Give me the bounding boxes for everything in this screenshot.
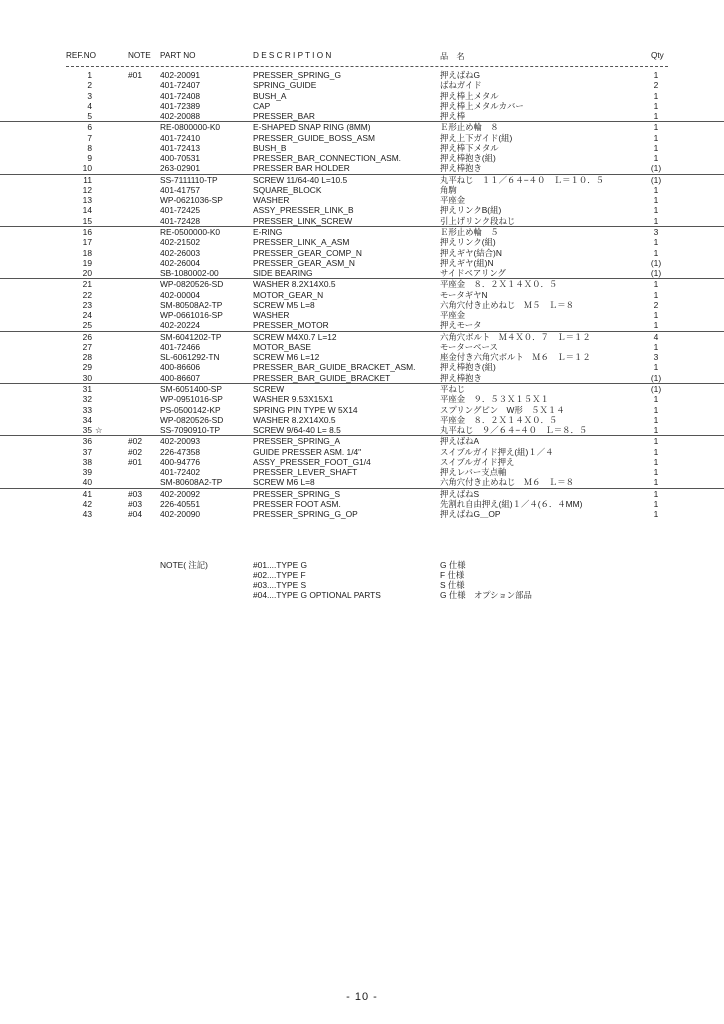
note-jp: G 仕様 オプション部品 (440, 590, 532, 600)
note-code: #03....TYPE S (253, 580, 307, 590)
qty-cell: 1 (653, 404, 659, 415)
japanese-name-cell: 平ねじ (440, 383, 466, 394)
qty-cell: (1) (650, 383, 662, 394)
ref-no-cell: 43 (82, 509, 92, 520)
description-cell: PRESSER_GUIDE_BOSS_ASM (253, 132, 375, 143)
ref-no-cell: 3 (87, 90, 92, 101)
qty-cell: 3 (653, 226, 659, 237)
ref-no-cell: 31 (82, 383, 92, 394)
part-no-cell: 226-40551 (160, 498, 201, 509)
japanese-name-cell: 六角穴ボルト Ｍ４Ｘ０．７ Ｌ＝１２ (440, 331, 591, 342)
japanese-name-cell: Ｅ形止め輪 ５ (440, 226, 499, 237)
description-cell: PRESSER_MOTOR (253, 320, 329, 331)
description-cell: PRESSER_BAR_GUIDE_BRACKET_ASM. (253, 362, 416, 373)
description-cell: SCREW 9/64-40 L= 8.5 (253, 425, 341, 436)
japanese-name-cell: 押えギヤ(結合)N (440, 247, 502, 258)
table-row (0, 488, 724, 499)
note-code: #01....TYPE G (253, 560, 307, 570)
qty-cell: 1 (653, 184, 659, 195)
qty-cell: 1 (653, 414, 659, 425)
japanese-name-cell: 押えレバー支点軸 (440, 467, 507, 478)
qty-cell: (1) (650, 257, 662, 268)
description-cell: PRESSER_LEVER_SHAFT (253, 467, 358, 478)
japanese-name-cell: スイブルガイド押え (440, 456, 515, 467)
japanese-name-cell: 押えモータ (440, 320, 482, 331)
part-no-cell: 401-72407 (160, 80, 201, 91)
description-cell: MOTOR_GEAR_N (253, 289, 324, 300)
part-no-cell: 400-86607 (160, 372, 201, 383)
part-no-cell: WP-0951016-SP (160, 394, 223, 405)
ref-no-cell: 7 (87, 132, 92, 143)
table-row (0, 216, 724, 226)
ref-no-cell: 1 (87, 70, 92, 80)
description-cell: SPRING_GUIDE (253, 80, 317, 91)
ref-no-cell: 33 (82, 404, 92, 415)
description-cell: WASHER 8.2X14X0.5 (253, 279, 336, 290)
part-no-cell: 400-70531 (160, 153, 201, 164)
description-cell: PRESSER_SPRING_S (253, 488, 341, 499)
note-code: #02....TYPE F (253, 570, 306, 580)
japanese-name-cell: 押えばねA (440, 436, 480, 447)
ref-no-cell: 30 (82, 372, 92, 383)
japanese-name-cell: 引上げリンク段ねじ (440, 215, 516, 226)
description-cell: ASSY_PRESSER_FOOT_G1/4 (253, 456, 371, 467)
japanese-name-cell: 角駒 (440, 184, 457, 195)
part-no-cell: 402-26004 (160, 257, 201, 268)
qty-cell: (1) (650, 268, 662, 279)
japanese-name-cell: 丸平ねじ ９／６４−４０ Ｌ＝８．５ (440, 425, 588, 436)
part-no-cell: 402-00004 (160, 289, 201, 300)
ref-no-cell: 2 (87, 80, 92, 91)
ref-no-cell: 21 (82, 279, 92, 290)
part-no-cell: 402-20224 (160, 320, 201, 331)
table-row (0, 300, 724, 310)
qty-cell: 1 (653, 362, 659, 373)
table-row (0, 310, 724, 320)
japanese-name-cell: 押えばねG (440, 70, 481, 80)
table-header (0, 51, 724, 63)
header-divider (66, 66, 668, 67)
ref-no-cell: 27 (82, 341, 92, 352)
note-cell: #02 (128, 446, 142, 457)
note-cell: #03 (128, 488, 142, 499)
description-cell: PRESSER_SPRING_G (253, 70, 341, 80)
table-row (0, 101, 724, 111)
table-row (0, 373, 724, 383)
table-row (0, 278, 724, 289)
header-ref-no: REF.NO (66, 51, 97, 60)
part-no-cell: 402-20093 (160, 436, 201, 447)
japanese-name-cell: 押えばねS (440, 488, 480, 499)
qty-cell: 1 (653, 341, 659, 352)
note-jp: G 仕様 (440, 560, 466, 570)
table-row (0, 91, 724, 101)
japanese-name-cell: 六角穴付き止めねじ Ｍ５ Ｌ＝８ (440, 299, 574, 310)
japanese-name-cell: 押え棒上メタルカバー (440, 100, 524, 111)
japanese-name-cell: 押え棒抱き(組) (440, 362, 496, 373)
part-no-cell: 400-94776 (160, 456, 201, 467)
table-row (0, 457, 724, 467)
table-row (0, 153, 724, 163)
part-no-cell: SS-7111110-TP (160, 174, 218, 185)
japanese-name-cell: 押えリンク(組) (440, 237, 496, 248)
qty-cell: 1 (653, 90, 659, 101)
ref-no-cell: 36 (82, 436, 92, 447)
description-cell: WASHER (253, 310, 290, 321)
qty-cell: 1 (653, 215, 659, 226)
part-no-cell: 401-72428 (160, 215, 201, 226)
description-cell: WASHER 8.2X14X0.5 (253, 414, 336, 425)
note-cell: #03 (128, 498, 142, 509)
note-cell: #01 (128, 456, 142, 467)
table-row (0, 435, 724, 446)
japanese-name-cell: 押え棒抱き(組) (440, 153, 496, 164)
japanese-name-cell: 平座金 ８．２Ｘ１４Ｘ０．５ (440, 279, 558, 290)
ref-no-cell: 28 (82, 352, 92, 363)
table-row (0, 415, 724, 425)
ref-no-cell: 37 (82, 446, 92, 457)
japanese-name-cell: 平座金 (440, 310, 466, 321)
qty-cell: 1 (653, 237, 659, 248)
page-number: - 10 - (346, 991, 378, 1003)
ref-no-cell: 20 (82, 268, 92, 279)
table-row (0, 499, 724, 509)
qty-cell: 1 (653, 111, 659, 122)
part-no-cell: 401-72413 (160, 142, 201, 153)
japanese-name-cell: 押え棒上メタル (440, 90, 499, 101)
header-part-no: PART NO (160, 51, 196, 60)
part-no-cell: PS-0500142-KP (160, 404, 221, 415)
table-row (0, 111, 724, 121)
qty-cell: 1 (653, 195, 659, 206)
part-no-cell: 263-02901 (160, 163, 201, 174)
ref-no-cell: 42 (82, 498, 92, 509)
ref-no-cell: 4 (87, 100, 92, 111)
qty-cell: 1 (653, 289, 659, 300)
table-row (0, 226, 724, 237)
description-cell: GUIDE PRESSER ASM. 1/4" (253, 446, 362, 457)
qty-cell: 2 (653, 80, 659, 91)
qty-cell: 1 (653, 310, 659, 321)
table-row (0, 133, 724, 143)
description-cell: WASHER (253, 195, 290, 206)
ref-no-cell: 8 (87, 142, 92, 153)
part-no-cell: 402-21502 (160, 237, 201, 248)
description-cell: PRESSER_BAR_GUIDE_BRACKET (253, 372, 391, 383)
qty-cell: 1 (653, 446, 659, 457)
japanese-name-cell: 先割れ自由押え(組)１／４(６．４MM) (440, 498, 583, 509)
description-cell: WASHER 9.53X15X1 (253, 394, 334, 405)
part-no-cell: 401-72402 (160, 467, 201, 478)
japanese-name-cell: 六角穴付き止めねじ Ｍ６ Ｌ＝８ (440, 477, 574, 488)
note-jp: F 仕様 (440, 570, 465, 580)
qty-cell: 1 (653, 509, 659, 520)
qty-cell: (1) (650, 174, 662, 185)
qty-cell: 1 (653, 70, 659, 80)
table-row (0, 70, 724, 80)
table-row (0, 195, 724, 205)
description-cell: PRESSER_SPRING_A (253, 436, 341, 447)
note-cell: #04 (128, 509, 142, 520)
ref-no-cell: 15 (82, 215, 92, 226)
description-cell: PRESSER BAR HOLDER (253, 163, 350, 174)
part-no-cell: RE-0800000-K0 (160, 122, 221, 133)
header-description: D E S C R I P T I O N (253, 51, 332, 60)
japanese-name-cell: 押え棒 (440, 111, 466, 122)
table-row (0, 383, 724, 394)
ref-no-cell: 35 (82, 425, 92, 436)
ref-no-cell: 11 (83, 174, 92, 185)
japanese-name-cell: 平座金 (440, 195, 466, 206)
qty-cell: 1 (653, 394, 659, 405)
japanese-name-cell: 平座金 ９．５３Ｘ１５Ｘ１ (440, 394, 549, 405)
ref-no-cell: 22 (82, 289, 92, 300)
description-cell: PRESSER_SPRING_G_OP (253, 509, 358, 520)
part-no-cell: WP-0661016-SP (160, 310, 223, 321)
table-row (0, 331, 724, 342)
part-no-cell: SM-6041202-TP (160, 331, 222, 342)
description-cell: SQUARE_BLOCK (253, 184, 322, 195)
description-cell: SCREW M5 L=8 (253, 299, 315, 310)
part-no-cell: 402-20091 (160, 70, 201, 80)
table-row (0, 320, 724, 330)
qty-cell: 1 (653, 205, 659, 216)
part-no-cell: WP-0820526-SD (160, 414, 224, 425)
description-cell: MOTOR_BASE (253, 341, 312, 352)
table-row (0, 477, 724, 487)
qty-cell: 1 (653, 488, 659, 499)
header-japanese-name: 品 名 (440, 52, 465, 61)
table-row (0, 467, 724, 477)
description-cell: E-RING (253, 226, 283, 237)
header-qty: Qty (651, 51, 664, 60)
part-no-cell: 402-20092 (160, 488, 201, 499)
part-no-cell: SS-7090910-TP (160, 425, 221, 436)
table-row (0, 174, 724, 185)
japanese-name-cell: Ｅ形止め輪 ８ (440, 122, 499, 133)
qty-cell: (1) (650, 163, 662, 174)
part-no-cell: SL-6061292-TN (160, 352, 220, 363)
table-row (0, 362, 724, 372)
part-no-cell: 226-47358 (160, 446, 201, 457)
table-row (0, 509, 724, 519)
part-no-cell: 400-86606 (160, 362, 201, 373)
qty-cell: 1 (653, 477, 659, 488)
description-cell: SCREW 11/64-40 L=10.5 (253, 174, 348, 185)
description-cell: SCREW M6 L=8 (253, 477, 315, 488)
qty-cell: 1 (653, 122, 659, 133)
ref-no-cell: 9 (87, 153, 92, 164)
part-no-cell: WP-0820526-SD (160, 279, 224, 290)
table-row (0, 248, 724, 258)
qty-cell: 4 (653, 331, 659, 342)
qty-cell: 1 (653, 436, 659, 447)
ref-no-cell: 17 (82, 237, 92, 248)
description-cell: PRESSER_GEAR_COMP_N (253, 247, 362, 258)
description-cell: SIDE BEARING (253, 268, 313, 279)
table-row (0, 80, 724, 90)
japanese-name-cell: 平座金 ８．２Ｘ１４Ｘ０．５ (440, 414, 558, 425)
japanese-name-cell: スイブルガイド押え(組)１／４ (440, 446, 554, 457)
description-cell: BUSH_B (253, 142, 287, 153)
japanese-name-cell: 押えリンクB(組) (440, 205, 502, 216)
japanese-name-cell: スプリングピン W形 ５Ｘ１４ (440, 404, 565, 415)
description-cell: PRESSER_BAR (253, 111, 315, 122)
part-no-cell: 401-72408 (160, 90, 201, 101)
part-no-cell: 401-72410 (160, 132, 201, 143)
table-row (0, 290, 724, 300)
part-no-cell: 401-72425 (160, 205, 201, 216)
ref-no-cell: 32 (82, 394, 92, 405)
table-row (0, 258, 724, 268)
japanese-name-cell: 座金付き六角穴ボルト Ｍ６ Ｌ＝１２ (440, 352, 591, 363)
ref-no-cell: 38 (82, 456, 92, 467)
part-no-cell: SM-6051400-SP (160, 383, 222, 394)
part-no-cell: 401-72466 (160, 341, 201, 352)
part-no-cell: 402-20088 (160, 111, 201, 122)
description-cell: SCREW M6 L=12 (253, 352, 320, 363)
qty-cell: 1 (653, 100, 659, 111)
part-no-cell: SB-1080002-00 (160, 268, 219, 279)
japanese-name-cell: 押え棒下メタル (440, 142, 499, 153)
ref-no-cell: 39 (82, 467, 92, 478)
qty-cell: 1 (653, 247, 659, 258)
table-row (0, 205, 724, 215)
part-no-cell: 402-20090 (160, 509, 201, 520)
description-cell: ASSY_PRESSER_LINK_B (253, 205, 354, 216)
description-cell: PRESSER FOOT ASM. (253, 498, 341, 509)
table-row (0, 268, 724, 278)
japanese-name-cell: 丸平ねじ １１／６４−４０ Ｌ＝１０．５ (440, 174, 605, 185)
table-row (0, 425, 724, 435)
description-cell: SPRING PIN TYPE W 5X14 (253, 404, 358, 415)
ref-no-cell: 5 (87, 111, 92, 122)
table-row (0, 237, 724, 247)
part-no-cell: WP-0621036-SP (160, 195, 223, 206)
description-cell: CAP (253, 100, 271, 111)
part-no-cell: RE-0500000-K0 (160, 226, 221, 237)
table-row (0, 143, 724, 153)
ref-no-cell: 19 (82, 257, 92, 268)
ref-no-cell: 40 (82, 477, 92, 488)
table-row (0, 163, 724, 173)
japanese-name-cell: モーターベース (440, 341, 498, 352)
qty-cell: 1 (653, 142, 659, 153)
header-note: NOTE (128, 51, 151, 60)
table-row (0, 352, 724, 362)
ref-no-cell: 12 (82, 184, 92, 195)
table-row (0, 447, 724, 457)
japanese-name-cell: 押えばねG＿OP (440, 509, 501, 520)
japanese-name-cell: 押え上下ガイド(組) (440, 132, 513, 143)
notes-label: NOTE( 注記) (160, 560, 208, 570)
ref-no-cell: 6 (87, 122, 92, 133)
description-cell: SCREW M4X0.7 L=12 (253, 331, 337, 342)
note-jp: S 仕様 (440, 580, 465, 590)
qty-cell: 1 (653, 456, 659, 467)
ref-no-cell: 18 (82, 247, 92, 258)
ref-no-cell: 26 (82, 331, 92, 342)
ref-no-cell: 34 (82, 414, 92, 425)
ref-no-cell: 41 (82, 488, 92, 499)
description-cell: PRESSER_GEAR_ASM_N (253, 257, 355, 268)
ref-no-cell: 29 (82, 362, 92, 373)
table-row (0, 121, 724, 132)
qty-cell: 1 (653, 498, 659, 509)
qty-cell: (1) (650, 372, 662, 383)
part-no-cell: 401-72389 (160, 100, 201, 111)
qty-cell: 1 (653, 425, 659, 436)
qty-cell: 1 (653, 153, 659, 164)
description-cell: BUSH_A (253, 90, 287, 101)
japanese-name-cell: ばねガイド (440, 80, 482, 91)
japanese-name-cell: 押え棒抱き (440, 163, 482, 174)
part-no-cell: SM-80508A2-TP (160, 299, 223, 310)
ref-no-cell: 23 (82, 299, 92, 310)
qty-cell: 1 (653, 320, 659, 331)
table-row (0, 342, 724, 352)
qty-cell: 1 (653, 132, 659, 143)
parts-table (0, 70, 724, 519)
part-no-cell: 402-26003 (160, 247, 201, 258)
qty-cell: 1 (653, 467, 659, 478)
qty-cell: 2 (653, 299, 659, 310)
ref-no-cell: 10 (82, 163, 92, 174)
note-cell: #01 (128, 70, 142, 80)
table-row (0, 394, 724, 404)
japanese-name-cell: モータギヤN (440, 289, 488, 300)
description-cell: PRESSER_LINK_A_ASM (253, 237, 350, 248)
ref-no-cell: 25 (82, 320, 92, 331)
qty-cell: 1 (653, 279, 659, 290)
japanese-name-cell: 押えギヤ(組)N (440, 257, 494, 268)
note-code: #04....TYPE G OPTIONAL PARTS (253, 590, 381, 600)
part-no-cell: SM-80608A2-TP (160, 477, 223, 488)
ref-no-cell: 13 (82, 195, 92, 206)
star-mark: ☆ (95, 425, 103, 436)
ref-no-cell: 24 (82, 310, 92, 321)
japanese-name-cell: 押え棒抱き (440, 372, 482, 383)
ref-no-cell: 14 (82, 205, 92, 216)
note-cell: #02 (128, 436, 142, 447)
qty-cell: 3 (653, 352, 659, 363)
description-cell: PRESSER_BAR_CONNECTION_ASM. (253, 153, 401, 164)
table-row (0, 185, 724, 195)
description-cell: SCREW (253, 383, 285, 394)
part-no-cell: 401-41757 (160, 184, 201, 195)
ref-no-cell: 16 (82, 226, 92, 237)
description-cell: E-SHAPED SNAP RING (8MM) (253, 122, 371, 133)
table-row (0, 405, 724, 415)
description-cell: PRESSER_LINK_SCREW (253, 215, 353, 226)
japanese-name-cell: サイドベアリング (440, 268, 506, 279)
